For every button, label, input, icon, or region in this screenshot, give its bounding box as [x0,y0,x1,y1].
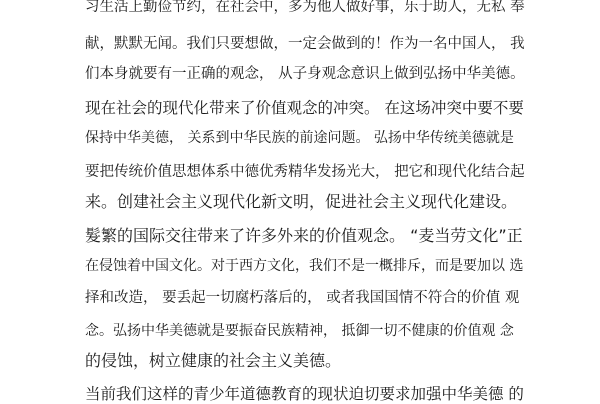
text-line: 现在社会的现代化带来了价值观念的冲突。 在这场冲突中要不要 [85,99,524,117]
text-line: 当前我们这样的青少年道德教育的现状迫切要求加强中华美德 的 [85,385,524,403]
text-line: 来。创建社会主义现代化新文明，促进社会主义现代化建设。 [85,192,518,211]
text-line: 献，默默无闻。我们只要想做，一定会做到的！作为一名中国人， 我 [85,36,525,52]
text-line: 要把传统价值思想体系中德优秀精华发扬光大， 把它和现代化结合起 [85,164,525,180]
text-line: 的侵蚀，树立健康的社会主义美德。 [85,351,342,370]
text-line: 念。弘扬中华美德就是要振奋民族精神， 抵御一切不健康的价值观 念 [85,323,514,339]
text-line: 择和改造， 要丢起一切腐朽落后的， 或者我国国情不符合的价值 观 [85,290,520,306]
text-line: 保持中华美德， 关系到中华民族的前途问题。 弘扬中华传统美德就是 [85,130,514,146]
text-line: 们本身就要有一正确的观念， 从子身观念意识上做到弘扬中华美德。 [85,66,525,82]
text-line: 在侵蚀着中国文化。对于西方文化，我们不是一概排斥，而是要加以 选 [85,258,524,274]
text-line: 髮繁的国际交往带来了许多外来的价值观念。 “麦当劳文化”正 [85,226,523,245]
text-line: 习生活上勤俭节约，在社会中，多为他人做好事，乐于助人，无私 奉 [85,0,525,15]
